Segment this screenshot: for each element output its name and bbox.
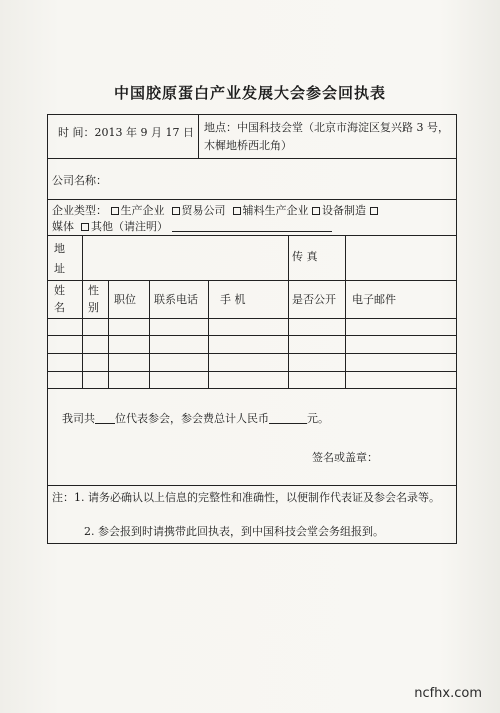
option-auxiliary: 辅料生产企业 bbox=[242, 204, 309, 217]
site-watermark: ncfhx.com bbox=[414, 686, 482, 701]
header-mobile: 手 机 bbox=[220, 293, 246, 306]
divider bbox=[48, 199, 456, 200]
page-title: 中国胶原蛋白产业发展大会参会回执表 bbox=[113, 84, 386, 102]
option-production: 生产企业 bbox=[120, 204, 165, 217]
option-trading: 贸易公司 bbox=[181, 204, 226, 217]
divider bbox=[48, 485, 456, 486]
enterprise-type-row-2 bbox=[52, 219, 332, 235]
table-row bbox=[48, 371, 456, 372]
table-row bbox=[48, 353, 456, 354]
divider bbox=[48, 280, 456, 281]
option-other: 其他（请注明） bbox=[91, 220, 168, 233]
note-2: 2. 参会报到时请携带此回执表，到中国科技会堂会务组报到。 bbox=[84, 525, 384, 538]
attendance-line bbox=[62, 411, 329, 427]
header-name-1: 姓 bbox=[54, 284, 65, 297]
fax-label: 传 真 bbox=[292, 250, 318, 263]
table-row bbox=[48, 388, 456, 389]
header-gender-1: 性 bbox=[88, 284, 99, 297]
divider bbox=[288, 235, 289, 280]
registration-form bbox=[47, 114, 457, 544]
attendance-text-1: 我司共 bbox=[62, 412, 95, 425]
place-field: 地点：中国科技会堂（北京市海淀区复兴路 3 号，木樨地桥西北角） bbox=[204, 121, 449, 152]
header-public: 是否公开 bbox=[292, 293, 336, 306]
divider bbox=[198, 115, 199, 158]
time-field: 时 间：2013 年 9 月 17 日 bbox=[58, 126, 194, 139]
enterprise-type-row-1 bbox=[52, 203, 380, 219]
signature-label: 签名或盖章： bbox=[312, 451, 378, 464]
table-row bbox=[48, 335, 456, 336]
option-equipment: 设备制造 bbox=[322, 204, 366, 217]
header-email: 电子邮件 bbox=[352, 293, 396, 306]
header-name-2: 名 bbox=[54, 301, 65, 314]
checkbox-media[interactable] bbox=[370, 207, 378, 215]
address-label-2: 址 bbox=[54, 262, 65, 275]
other-fill-line[interactable] bbox=[172, 220, 332, 232]
note-1: 注：1. 请务必确认以上信息的完整性和准确性，以便制作代表证及参会名录等。 bbox=[52, 491, 440, 504]
divider bbox=[345, 235, 346, 280]
checkbox-other[interactable] bbox=[81, 223, 89, 231]
table-row bbox=[48, 318, 456, 319]
attendance-text-2: 位代表参会，参会费总计人民币 bbox=[115, 412, 269, 425]
company-name-label: 公司名称： bbox=[52, 174, 107, 187]
header-gender-2: 别 bbox=[88, 301, 99, 314]
enterprise-type-label: 企业类型： bbox=[52, 204, 107, 217]
header-phone: 联系电话 bbox=[154, 293, 198, 306]
divider bbox=[82, 235, 83, 280]
option-media: 媒体 bbox=[52, 220, 74, 233]
attendee-count-blank[interactable] bbox=[95, 412, 115, 424]
checkbox-production[interactable] bbox=[111, 207, 119, 215]
attendance-text-3: 元。 bbox=[307, 412, 329, 425]
checkbox-auxiliary[interactable] bbox=[233, 207, 241, 215]
address-label-1: 地 bbox=[54, 242, 65, 255]
checkbox-equipment[interactable] bbox=[312, 207, 320, 215]
fee-amount-blank[interactable] bbox=[269, 412, 307, 424]
header-position: 职位 bbox=[114, 293, 136, 306]
divider bbox=[48, 235, 456, 236]
divider bbox=[48, 158, 456, 159]
checkbox-trading[interactable] bbox=[172, 207, 180, 215]
